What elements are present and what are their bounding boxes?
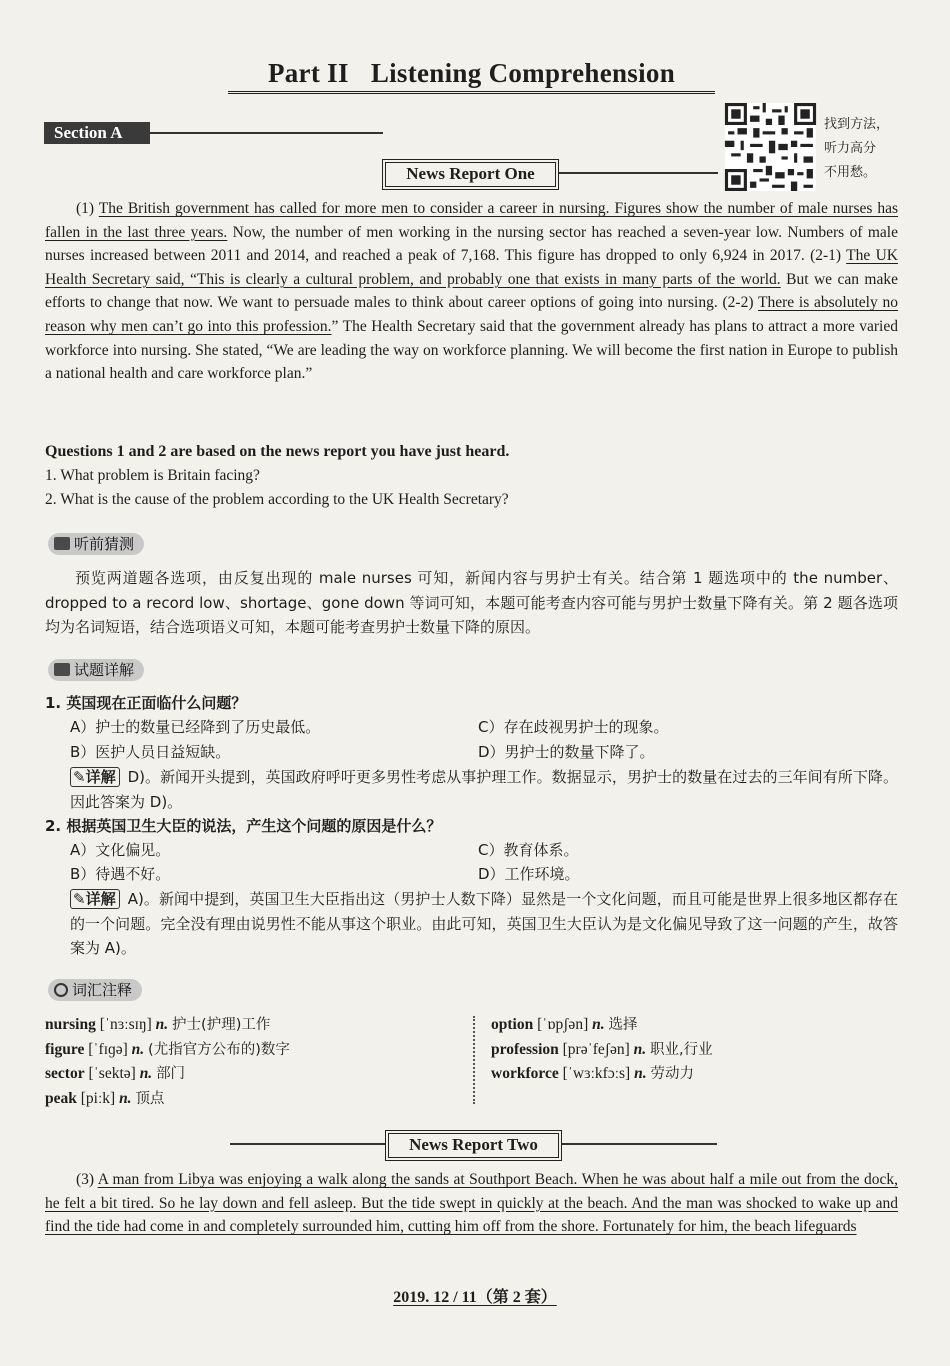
qr-caption-line: 听力高分 (824, 141, 877, 156)
news2-rule-right (562, 1143, 717, 1145)
vocab-entry (45, 1013, 290, 1038)
qr-code-icon (724, 103, 817, 191)
part-label: Part II (267, 58, 349, 88)
q1-option-d: D）男护士的数量下降了。 (478, 743, 655, 761)
explanation-text: A)。新闻中提到，英国卫生大臣指出这（男护士人数下降）显然是一个文化问题，而且可能是世界上很多地区都存在的一个问题。完全没有理由说男性不能从事这个职业。由此可知，英国卫生大臣认为是文化偏见导致了这一问题的产生，故答案为 A)。 (70, 890, 898, 957)
clock-icon (54, 983, 68, 997)
explanation-label (70, 767, 120, 787)
vocab-ipa: [prəˈfeʃən] (562, 1040, 630, 1058)
page-number: 2019. 12 / 11（第 2 套） (393, 1289, 557, 1306)
folder-icon (54, 537, 70, 550)
question-2: 2. What is the cause of the problem according to the UK Health Secretary? (45, 491, 509, 508)
vocab-ipa: [ˈnɜːsɪŋ] (99, 1016, 152, 1033)
vocab-ipa: [ˈfɪɡə] (88, 1040, 128, 1058)
vocab-ipa: [ˈɒpʃən] (537, 1016, 589, 1033)
q2-explanation (70, 887, 898, 961)
vocab-pos: n. (633, 1040, 647, 1058)
news-report-two-label (385, 1130, 562, 1161)
section-label: Section A (44, 122, 150, 144)
vocab-word: profession (491, 1040, 559, 1058)
q1-option-a: A）护士的数量已经降到了历史最低。 (70, 718, 321, 736)
vocab-ipa: [ˈsektə] (88, 1065, 136, 1082)
vocab-ipa: [ˈwɜːkfɔːs] (562, 1065, 631, 1082)
vocab-word: workforce (491, 1065, 559, 1082)
vocab-ipa: [piːk] (80, 1089, 116, 1107)
vocab-entry (45, 1062, 290, 1087)
vocab-pos: n. (131, 1040, 145, 1058)
vocab-word: peak (45, 1089, 77, 1107)
vocab-left-list (45, 1013, 290, 1111)
document-icon (54, 663, 70, 676)
tag-vocab-label: 词汇注释 (72, 981, 133, 999)
q2-option-c: C）教育体系。 (478, 841, 579, 859)
vocab-meaning: 职业,行业 (650, 1041, 713, 1058)
detail-question-2: 2. 根据英国卫生大臣的说法，产生这个问题的原因是什么？ (45, 817, 442, 835)
vocab-word: figure (45, 1040, 85, 1058)
highlight-sentence: The UK Health Secretary said, “This is clearly a cultural problem, and probably one that exists in many parts of the world. (45, 247, 898, 288)
vocab-right-list (491, 1013, 713, 1087)
page-title (228, 58, 715, 94)
highlight-sentence: There is absolutely no reason why men can’t go into this profession. (45, 294, 898, 335)
vocab-entry (491, 1038, 713, 1063)
q2-option-d: D）工作环境。 (478, 865, 580, 883)
body-text: ” The Health Secretary said that the government already has plans to attract a more varied workforce into nursing. She stated, “We are leading the way on workforce planning. We will become the first nation in Europe to publish a national health and care workforce plan.” (45, 317, 898, 383)
explanation-label-text: 详解 (85, 768, 116, 786)
tag-predict-label: 听前猜测 (74, 535, 135, 553)
explanation-label (70, 889, 120, 909)
tag-detail-label: 试题详解 (74, 661, 135, 679)
detail-question-1: 1. 英国现在正面临什么问题？ (45, 694, 247, 712)
vocab-entry (491, 1013, 713, 1038)
marker: (1) (76, 200, 99, 217)
questions-heading: Questions 1 and 2 are based on the news report you have just heard. (45, 443, 510, 460)
body-text: Now, the number of men working in the nursing sector has reached a seven-year low. Numbers of male nurses increased between 2011 and 2014, and reached a peak of 7,168. This figure has dropped to only 6,924 in 2017. (2-1) (45, 223, 898, 265)
predict-paragraph: 预览两道题各选项，由反复出现的 male nurses 可知，新闻内容与男护士有关。结合第 1 题选项中的 the number、dropped to a record low、shortage、gone down 等词可知，本题可能考查内容可能与男护士数量下降有关。第 2 题各选项均为名词短语，结合选项语义可知，本题可能考查男护士数量下降的原因。 (45, 569, 898, 636)
news1-rule (558, 172, 718, 174)
tag-detail (48, 659, 144, 681)
marker: (3) (76, 1171, 98, 1188)
news-report-two-transcript (45, 1168, 898, 1239)
news-report-one-label (382, 159, 559, 190)
vocab-pos: n. (119, 1089, 132, 1107)
page-footer (0, 1284, 950, 1307)
q1-explanation (70, 765, 898, 814)
body-text: But we can make efforts to change that now. We want to persuade males to think about career options of going into nursing. (2-2) (45, 270, 898, 312)
vocab-meaning: 选择 (608, 1017, 638, 1033)
vocab-entry (45, 1087, 290, 1112)
highlight-sentence: The British government has called for more men to consider a career in nursing. Figures show the number of male nurses has fallen in the last three years. (45, 200, 899, 241)
q2-option-b: B）待遇不好。 (70, 865, 171, 883)
predict-text (45, 566, 898, 640)
explanation-text: D)。新闻开头提到，英国政府呼吁更多男性考虑从事护理工作。数据显示，男护士的数量在过去的三年间有所下降。因此答案为 D)。 (70, 768, 898, 811)
vocab-divider (473, 1016, 475, 1104)
qr-caption-line: 找到方法， (824, 117, 890, 132)
question-1: 1. What problem is Britain facing? (45, 467, 260, 484)
pencil-icon: ✎ (73, 890, 86, 908)
vocab-meaning: 顶点 (135, 1090, 165, 1107)
vocab-pos: n. (155, 1016, 169, 1033)
vocab-entry (45, 1038, 290, 1063)
vocab-meaning: (尤指官方公布的)数字 (148, 1041, 290, 1058)
explanation-label-text: 详解 (85, 890, 116, 908)
vocab-word: nursing (45, 1016, 96, 1033)
vocab-word: option (491, 1016, 534, 1033)
qr-caption-line: 不用愁。 (824, 165, 877, 180)
news-report-two-text: News Report Two (388, 1133, 559, 1158)
vocab-meaning: 劳动力 (650, 1066, 694, 1082)
q1-option-b: B）医护人员日益短缺。 (70, 743, 231, 761)
qr-caption (824, 113, 914, 185)
vocab-meaning: 护士(护理)工作 (172, 1017, 271, 1033)
pencil-icon: ✎ (73, 768, 86, 786)
vocab-pos: n. (634, 1065, 647, 1082)
vocab-entry (491, 1062, 713, 1087)
part-title: Listening Comprehension (370, 58, 676, 88)
vocab-meaning: 部门 (156, 1066, 186, 1082)
section-rule (150, 132, 383, 134)
vocab-pos: n. (592, 1016, 605, 1033)
q2-option-a: A）文化偏见。 (70, 841, 171, 859)
vocab-word: sector (45, 1065, 85, 1082)
news2-rule-left (230, 1143, 385, 1145)
vocab-pos: n. (139, 1065, 153, 1082)
news-report-one-text: News Report One (385, 162, 556, 187)
highlight-sentence: A man from Libya was enjoying a walk along the sands at Southport Beach. When he was about half a mile out from the dock, he felt a bit tired. So he lay down and fell asleep. But the tide swept in quickly at the beach. And the man was shocked to wake up and find the tide had come in and completely surrounded him, cutting him off from the shore. Fortunately for him, the beach lifeguards (45, 1171, 898, 1236)
tag-vocab (48, 979, 142, 1001)
q1-option-c: C）存在歧视男护士的现象。 (478, 718, 669, 736)
news-report-one-transcript (45, 197, 898, 386)
tag-predict (48, 533, 144, 555)
